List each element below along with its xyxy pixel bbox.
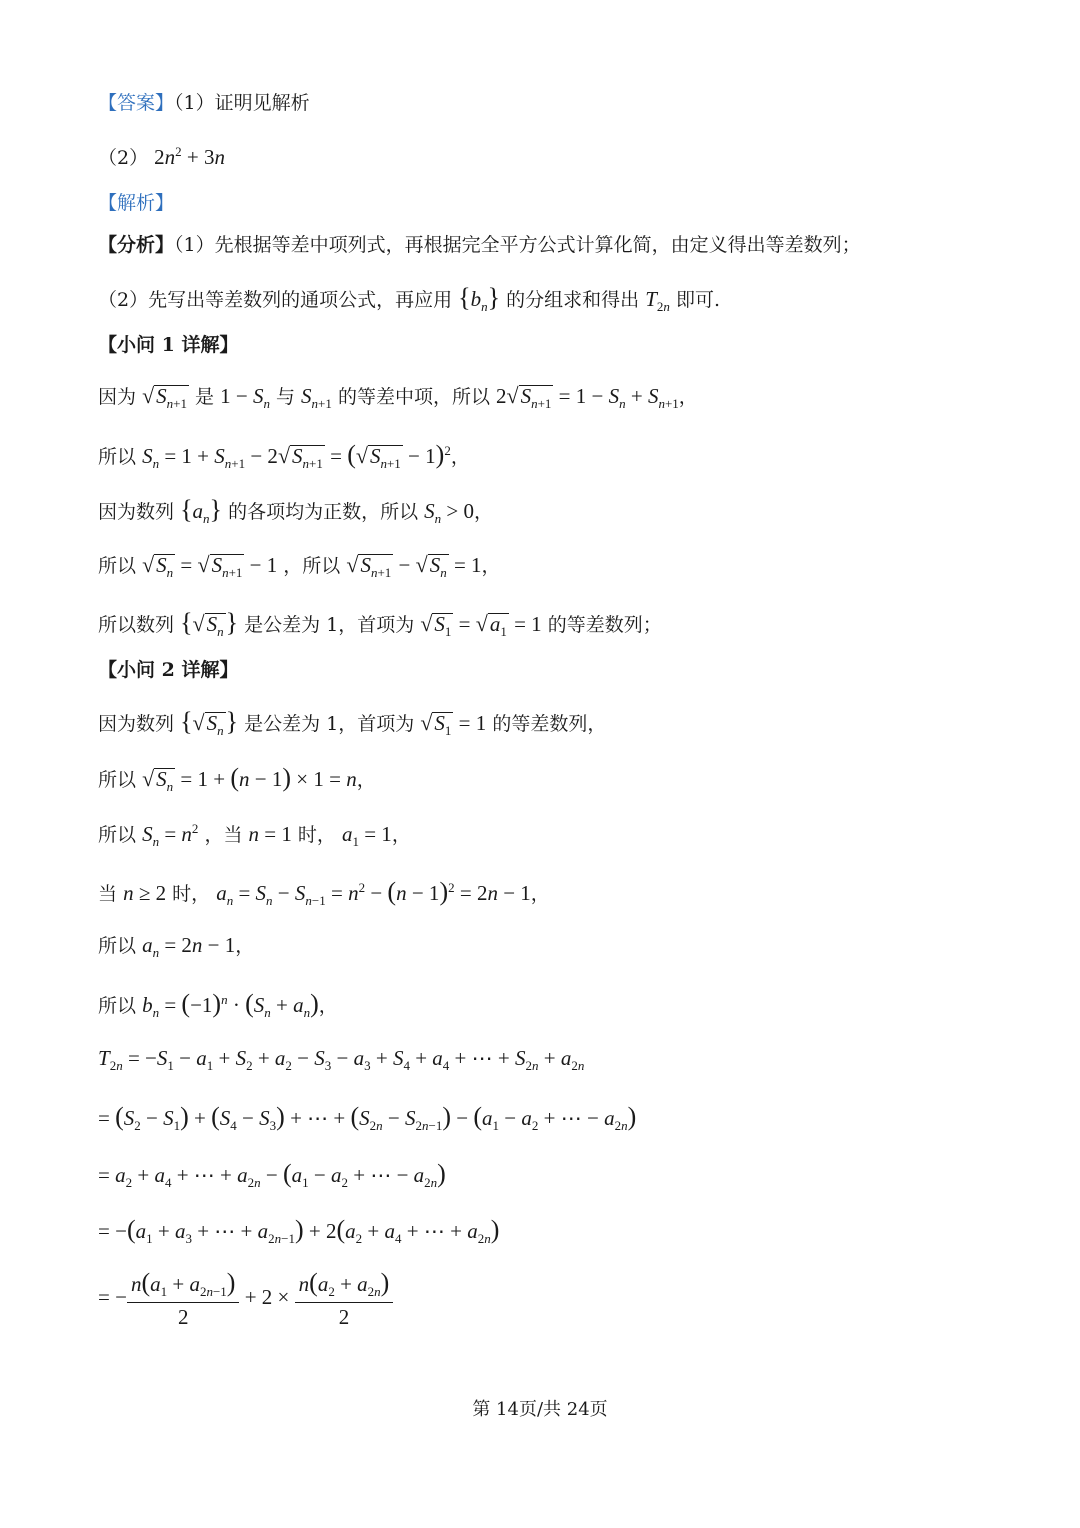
- sub1-l3a: 因为数列: [98, 501, 175, 523]
- sub2-l1b: 是公差为 1，首项为: [244, 713, 415, 735]
- sub2-l4b: 时，: [172, 883, 211, 905]
- answer-line: [98, 94, 310, 113]
- sub1-line1: 因为 $√S_{n+1}$ 是 $1 - S_n$ 与 $S_{n+1}$ 的等差中项，所以 $2√S_{n+1} = 1 - S_n + S_{n+1}$，: [98, 383, 698, 412]
- formula-Sn-gt0: $S_n > 0$: [424, 499, 474, 527]
- sub1-l5b: 是公差为 1，首项为: [244, 614, 415, 636]
- answer-formula: $2n^2 + 3n$: [154, 144, 225, 169]
- formula-sqrtSn-set2: $\{√S_n\}$: [180, 707, 239, 739]
- sub1-line3: 因为数列 $\{a_n\}$ 的各项均为正数，所以 $S_n > 0$，: [98, 495, 493, 527]
- formula-1-Sn: $1 - S_n$: [220, 384, 270, 412]
- formula-eq1: $2√S_{n+1} = 1 - S_n + S_{n+1}$: [496, 383, 679, 412]
- sub1-l3b: 的各项均为正数，所以: [228, 501, 419, 523]
- formula-T2n-step1: = $(S_2 - S_1) + (S_4 - S_3)$ + ⋯ + $(S_{2n} - S_{2n-1}) - (a_1 - a_2$ + ⋯ − $a_{2n}$): [98, 1102, 637, 1134]
- page-footer: 第 14页/共 24页: [472, 1399, 608, 1420]
- formula-T2n-step4: = − $\frac{n(a_1 + a_{2n-1})}{2}$ + 2 × $\frac{n(a_2 + a_{2n})}{2}$: [98, 1270, 393, 1328]
- formula-bn: $b_n = (-1)^n \cdot (S_n + a_n)$: [142, 989, 319, 1021]
- formula-eq2: $S_n = 1 + S_{n+1} - 2√S_{n+1} = (√S_{n+1} - 1)^2$: [142, 440, 451, 472]
- formula-sqrt-Sn1: $√S_{n+1}$: [142, 383, 187, 412]
- sub2-line3: 所以 $S_n = n^2$ ，当 n = 1 时， $a_1 = 1$，: [98, 821, 411, 850]
- fenxi-text2b: 的分组求和得出: [506, 289, 640, 311]
- answer-label: 【答案】: [98, 92, 175, 114]
- sub2-l6a: 所以: [98, 995, 137, 1017]
- sub2-l5a: 所以: [98, 935, 137, 957]
- sub1-l1c: 与: [275, 386, 295, 408]
- formula-Sn-n2: $S_n = n^2$: [142, 821, 199, 850]
- answer-part2-line: [98, 145, 225, 168]
- sub1-l4a: 所以: [98, 555, 137, 577]
- fenxi-label: 【分析】: [98, 234, 175, 256]
- sub1-l5c: 的等差数列；: [547, 614, 662, 636]
- formula-eq5: $√S_1 = √a_1 = 1$: [420, 611, 542, 640]
- sub1-l4b: ，所以: [283, 555, 341, 577]
- sub2-l3b: ，当: [204, 824, 243, 846]
- fenxi-text1: （1）先根据等差中项列式，再根据完全平方公式计算化简，由定义得出等差数列；: [174, 234, 861, 256]
- sub1-line2: 所以 $S_n = 1 + S_{n+1} - 2√S_{n+1} = (√S_{n+1} - 1)^2$，: [98, 440, 470, 472]
- sub2-title: 【小问 2 详解】: [98, 659, 239, 681]
- sub2-line4: 当 n ≥ 2 时， $a_n = S_n - S_{n-1} = n^2 - (n - 1)^2 = 2n - 1$，: [98, 877, 550, 909]
- formula-eq4a: $√S_n = √S_{n+1} - 1$: [142, 552, 278, 581]
- sub1-l1a: 因为: [98, 386, 137, 408]
- fraction-2: $\frac{n(a_2 + a_{2n})}{2}$: [295, 1270, 394, 1328]
- sub1-line4: 所以 $√S_n = √S_{n+1} - 1$ ，所以 $√S_{n+1} - √S_n = 1$，: [98, 552, 501, 581]
- sub2-l4a: 当: [98, 883, 118, 905]
- sub2-l1a: 因为数列: [98, 713, 175, 735]
- formula-an: $a_n = 2n - 1$: [142, 933, 236, 961]
- formula-n-eq1: n = 1: [248, 822, 292, 846]
- sub2-line6: 所以 $b_n = (-1)^n \cdot (S_n + a_n)$，: [98, 989, 338, 1021]
- answer-part1: （1）证明见解析: [174, 92, 310, 114]
- sub2-line1: [98, 709, 606, 737]
- sub1-l1d: 的等差中项，所以: [337, 386, 490, 408]
- sub1-line5: [98, 610, 662, 638]
- formula-an-derive: $a_n = S_n - S_{n-1} = n^2 - (n - 1)^2 = 2n - 1$: [216, 877, 531, 909]
- fraction-1: $\frac{n(a_1 + a_{2n-1})}{2}$: [127, 1270, 240, 1328]
- sub2-l2a: 所以: [98, 769, 137, 791]
- fenxi-line2: [98, 285, 720, 313]
- sub2-l3a: 所以: [98, 824, 137, 846]
- analysis-label: 【解析】: [98, 192, 175, 214]
- sub1-l2a: 所以: [98, 446, 137, 468]
- formula-sqrtSn-n: $√S_n = 1 + (n - 1) \times 1 = n$: [142, 763, 357, 795]
- sub2-l3c: 时，: [297, 824, 336, 846]
- sub1-l5a: 所以数列: [98, 614, 175, 636]
- formula-Sn1: $S_{n+1}$: [301, 384, 332, 412]
- formula-bn-set: $\{b_n\}$: [458, 283, 501, 315]
- fenxi-line1: [98, 236, 861, 255]
- sub1-l1b: 是: [195, 386, 215, 408]
- fenxi-text2a: （2）先写出等差数列的通项公式，再应用: [98, 289, 453, 311]
- formula-an-set: $\{a_n\}$: [180, 495, 223, 527]
- sub2-line2: 所以 $√S_n = 1 + (n - 1) \times 1 = n$，: [98, 763, 376, 795]
- formula-sqrtSn-set: $\{√S_n\}$: [180, 608, 239, 640]
- formula-T2n: $T_{2n}$: [645, 287, 670, 315]
- sub2-line5: 所以 $a_n = 2n - 1$，: [98, 933, 255, 961]
- sub1-title: 【小问 1 详解】: [98, 334, 239, 356]
- formula-eq4b: $√S_{n+1} - √S_n = 1$: [346, 552, 482, 581]
- formula-T2n-step2: = $a_2 + a_4$ + ⋯ + $a_{2n} - (a_1 - a_2$ + ⋯ − $a_{2n}$): [98, 1159, 446, 1191]
- answer-part2-prefix: （2）: [98, 147, 149, 169]
- formula-T2n-step3: = $-(a_1 + a_3$ + ⋯ + $a_{2n-1}) + 2(a_2 + a_4$ + ⋯ + $a_{2n}$): [98, 1215, 500, 1247]
- formula-a1-eq1: $a_1 = 1$: [341, 822, 392, 850]
- formula-T2n-def: $T_{2n} = -S_1 - a_1 + S_2 + a_2 - S_3 - a_3 + S_4 + a_4$ + ⋯ + $S_{2n} + a_{2n}$: [98, 1046, 585, 1074]
- fenxi-text2c: 即可.: [675, 289, 720, 311]
- sub2-l1c: 的等差数列，: [492, 713, 607, 735]
- formula-n-ge2: n ≥ 2: [123, 881, 167, 905]
- formula-sqrtS1: $√S_1 = 1$: [420, 710, 487, 739]
